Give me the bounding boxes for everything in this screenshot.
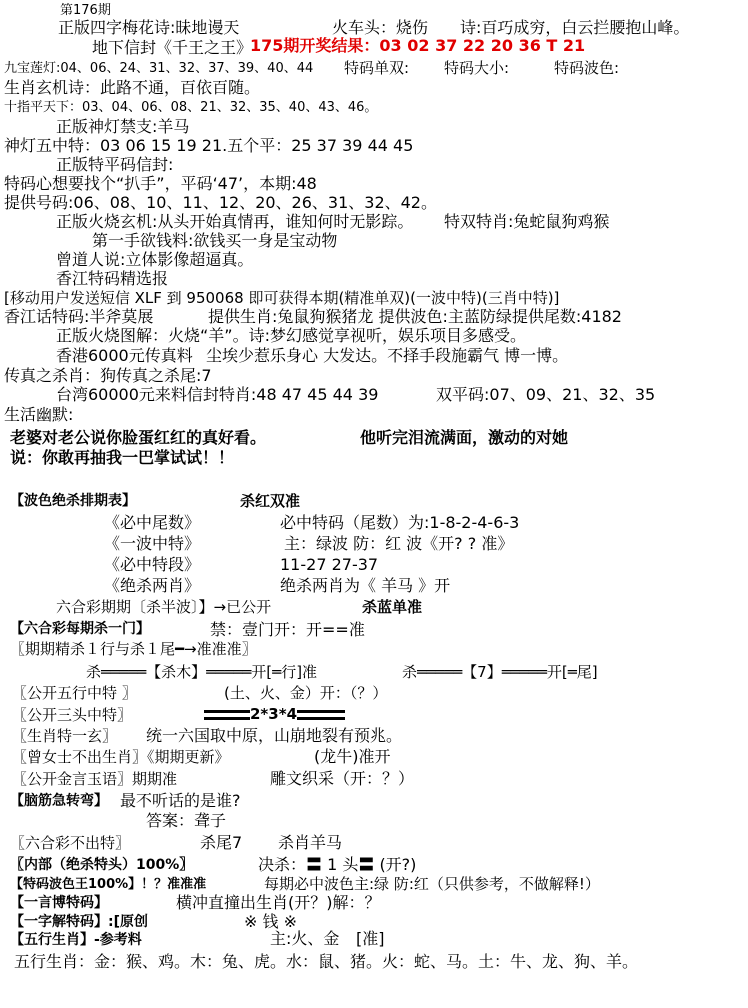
kill-two-label: 《绝杀两肖》 bbox=[104, 576, 201, 595]
one-wave-value: 主：绿波 防：红 波《开? ? 准》 bbox=[284, 534, 514, 553]
kill-row-b: 杀═════【7】═════开[═尾] bbox=[402, 663, 598, 681]
thick-bar-right bbox=[297, 710, 345, 720]
one-char-value: ※ 钱 ※ bbox=[244, 912, 297, 931]
nine-treasure: 九宝莲灯:04、06、24、31、32、37、39、40、44 bbox=[4, 61, 314, 76]
hk6000-text: 尘埃少惹乐身心 大发达。不择手段施霸气 博一博。 bbox=[206, 346, 569, 365]
kill-row-a: 杀═════【杀木】═════开[═行]准 bbox=[86, 663, 318, 681]
joke-line-1: 老婆对老公说你脸蛋红红的真好看。 bbox=[10, 428, 267, 447]
brain-answer: 答案：聋子 bbox=[146, 811, 227, 830]
brain-label: 【脑筋急转弯】 bbox=[10, 793, 108, 809]
kill-gate-value: 禁：壹门开：开==准 bbox=[210, 620, 365, 639]
hk-talk: 香江话特码:半斧莫展 bbox=[4, 307, 154, 326]
heart-line: 特码心想要找个“扒手”，平码‘47’，本期:48 bbox=[4, 174, 317, 193]
kill-blue: 杀蓝单准 bbox=[362, 598, 423, 616]
five-zodiac-accurate: [准] bbox=[356, 929, 385, 948]
flat-letter: 正版特平码信封: bbox=[56, 155, 174, 174]
no-special-tail: 杀尾7 bbox=[200, 833, 243, 852]
mark6-kill-half: 六合彩期期〔杀半波〕】→已公开 bbox=[56, 598, 272, 616]
five-zodiac-value: 主:火、金 bbox=[270, 929, 340, 948]
kill-two-value: 绝杀两肖为《 羊马 》开 bbox=[280, 576, 451, 595]
thick-bar-left bbox=[204, 710, 250, 720]
one-word-label: 【一言博特码】 bbox=[10, 895, 108, 911]
zodiac-one-label: 〖生肖特一玄〗 bbox=[12, 727, 118, 745]
life-humor: 生活幽默: bbox=[4, 405, 74, 424]
five-elem-label: 〖公开五行中特 〗 bbox=[12, 684, 137, 702]
provide-zodiac: 提供生肖:兔鼠狗猴猪龙 提供波色:主蓝防绿提供尾数:4182 bbox=[208, 307, 622, 326]
inner-label: 〖内部（绝杀特头）100%〗 bbox=[10, 857, 194, 873]
kill-gate-title: 【六合彩每期杀一门】 bbox=[10, 621, 150, 637]
kill-line-title: 〖期期精杀１行与杀１尾━→准准准〗 bbox=[10, 640, 257, 658]
train-head: 火车头：烧伤 bbox=[332, 18, 429, 37]
double-flat: 双平码:07、09、21、32、35 bbox=[436, 385, 656, 404]
wave-king-label: 【特码波色王100%】！？准准准 bbox=[10, 877, 207, 892]
five-elem-value: (土、火、金）开：（？） bbox=[224, 684, 388, 702]
five-zodiac-list: 五行生肖：金：猴、鸡。木：兔、虎。水：鼠、猪。火：蛇、马。土：牛、龙、狗、羊。 bbox=[14, 952, 639, 971]
poem-line: 正版四字梅花诗:昧地谩天 bbox=[58, 18, 240, 37]
must-tail-label: 《必中尾数》 bbox=[104, 513, 201, 532]
first-hand: 第一手欲钱料:欲钱买一身是宝动物 bbox=[92, 231, 338, 250]
golden-value: 雕文织采（开：？） bbox=[270, 769, 415, 788]
provide-numbers: 提供号码:06、08、10、11、12、20、26、31、32、42。 bbox=[4, 193, 437, 212]
must-section-label: 《必中特段》 bbox=[104, 555, 201, 574]
three-tail-label: 〖公开三头中特〗 bbox=[12, 706, 133, 724]
three-tail-value: 2*3*4 bbox=[250, 705, 297, 723]
wave-king-value: 每期必中波色主:绿 防:红（只供参考，不做解释!） bbox=[264, 875, 600, 893]
no-special-zodiac: 杀肖羊马 bbox=[278, 833, 343, 852]
fire-chart: 正版火烧图解：火烧“羊”。诗:梦幻感觉享视听，娱乐项目多感受。 bbox=[56, 326, 526, 345]
one-wave-label: 《一波中特》 bbox=[104, 534, 201, 553]
kill-red: 杀红双准 bbox=[240, 492, 301, 510]
five-zodiac-label: 【五行生肖】-参考料 bbox=[10, 932, 142, 948]
brain-question: 最不听话的是谁? bbox=[120, 791, 241, 810]
issue-number: 第176期 bbox=[60, 3, 111, 18]
fire-mystery: 正版火烧玄机:从头开始真情再，谁知何时无影踪。 bbox=[56, 212, 414, 231]
lamp-five: 神灯五中特：03 06 15 19 21.五个平：25 37 39 44 45 bbox=[4, 136, 414, 155]
once-said: 曾道人说:立体影像超逼真。 bbox=[56, 250, 254, 269]
must-section-value: 11-27 27-37 bbox=[280, 555, 379, 574]
must-tail-value: 必中特码（尾数）为:1-8-2-4-6-3 bbox=[280, 513, 520, 532]
result-banner: 175期开奖结果：03 02 37 22 20 36 T 21 bbox=[250, 36, 586, 55]
special-size: 特码大小: bbox=[444, 59, 510, 77]
sms-line: [移动用户发送短信 XLF 到 950068 即可获得本期(精准单双)(一波中特)(三肖中特)] bbox=[4, 289, 560, 307]
fax-kill: 传真之杀肖：狗传真之杀尾:7 bbox=[4, 366, 212, 385]
miss-zeng-value: (龙牛)准开 bbox=[314, 747, 391, 766]
tw60000: 台湾60000元来料信封特肖:48 47 45 44 39 bbox=[56, 385, 379, 404]
miss-zeng-label: 〖曾女士不出生肖〗《期期更新》 bbox=[12, 748, 230, 766]
three-tail-value-wrap bbox=[204, 707, 345, 722]
inner-value: 决杀：〓 1 头〓 (开?) bbox=[258, 855, 417, 874]
hk-selection: 香江特码精选报 bbox=[56, 269, 169, 288]
zodiac-one-value: 统一六国取中原，山崩地裂有预兆。 bbox=[146, 726, 403, 745]
lamp-taboo: 正版神灯禁支:羊马 bbox=[56, 117, 190, 136]
underground-letter: 地下信封《千王之王》 bbox=[92, 38, 253, 57]
special-wave: 特码波色: bbox=[554, 59, 620, 77]
joke-line-2: 说：你敢再抽我一巴掌试试！！ bbox=[10, 448, 235, 467]
one-char-label: 【一字解特码】:[原创 bbox=[10, 914, 148, 930]
one-word-value: 横冲直撞出生肖(开？)解：？ bbox=[176, 893, 381, 912]
wave-table-title: 【波色绝杀排期表】 bbox=[10, 493, 136, 509]
zodiac-poem: 生肖玄机诗：此路不通，百依百随。 bbox=[4, 78, 261, 97]
joke-line-1b: 他听完泪流满面，激动的对她 bbox=[360, 428, 569, 447]
golden-label: 〖公开金言玉语〗期期准 bbox=[12, 770, 178, 788]
special-oddeven: 特码单双: bbox=[344, 59, 410, 77]
special-double: 特双特肖:兔蛇鼠狗鸡猴 bbox=[444, 212, 610, 231]
no-special-label: 〖六合彩不出特〗 bbox=[10, 834, 131, 852]
hk6000: 香港6000元传真料 bbox=[56, 346, 193, 365]
poem-line-2: 诗:百巧成穷，白云拦腰抱山峰。 bbox=[460, 18, 690, 37]
ten-fingers: 十指平天下：03、04、06、08、21、32、35、40、43、46。 bbox=[4, 100, 378, 115]
